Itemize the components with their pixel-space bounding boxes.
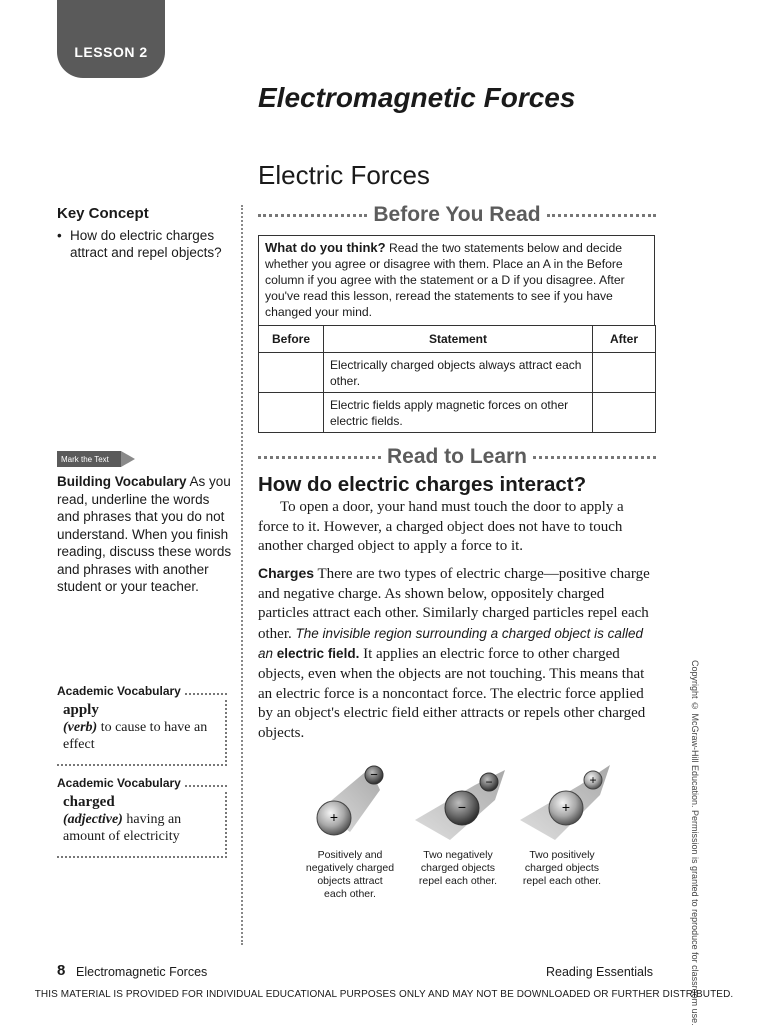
vocab-definition: having an amount of electricity — [63, 812, 182, 844]
vocab-pos: (adjective) — [63, 812, 123, 827]
vocab-pos: (verb) — [63, 720, 98, 735]
prompt-bold: What do you think? — [265, 240, 386, 255]
after-cell[interactable] — [593, 393, 656, 433]
statement-cell: Electrically charged objects always attract each other. — [324, 353, 593, 393]
building-vocab-label: Building Vocabulary — [57, 474, 187, 489]
plus-sign: + — [329, 809, 339, 825]
electric-field-term: electric field. — [276, 646, 360, 662]
page-number: 8 — [57, 962, 66, 979]
positive-repel-pair — [520, 765, 610, 840]
what-do-you-think-box — [258, 235, 655, 325]
pencil-tip-icon — [121, 451, 135, 467]
header-before: Before — [259, 326, 324, 353]
academic-vocab-label: Academic Vocabulary — [57, 776, 181, 790]
footer-chapter-title: Electromagnetic Forces — [76, 965, 208, 979]
page-title: Electromagnetic Forces — [258, 82, 576, 113]
footer-book-title: Reading Essentials — [546, 965, 654, 979]
definition-italic: The invisible region surrounding a charged object is called an — [258, 625, 643, 662]
vocab-definition: to cause to have an effect — [63, 720, 208, 752]
academic-vocab-heading — [57, 684, 227, 698]
read-to-learn-banner — [258, 445, 656, 469]
para2b-text: It applies an electric force to other charged objects, even when the objects are not touching. This means that an electric force is a noncontact force. The electric force applied by an object's electric field either attracts or repels other charged objects. — [258, 646, 646, 741]
banner-dots-left — [258, 456, 381, 459]
before-cell[interactable] — [259, 393, 324, 433]
figure-caption: Two negatively charged objects repel each other. — [418, 849, 498, 887]
intro-paragraph — [258, 498, 656, 557]
plus-sign: + — [561, 799, 571, 815]
banner-label: Read to Learn — [386, 445, 528, 468]
banner-dots-right — [547, 214, 656, 217]
para1-text: To open a door, your hand must touch the door to apply a force to it. However, a charged object does not have to touch another charged object to apply a force to it. — [258, 499, 624, 555]
table-header-row — [259, 326, 656, 353]
attract-pair — [317, 766, 383, 835]
dotted-rule — [185, 693, 227, 695]
before-cell[interactable] — [259, 353, 324, 393]
academic-vocab-label: Academic Vocabulary — [57, 684, 181, 698]
charges-illustration — [300, 760, 630, 850]
anticipation-table — [258, 325, 656, 433]
academic-vocab-heading — [57, 776, 227, 790]
vocab-box-apply — [57, 700, 227, 766]
banner-label: Before You Read — [373, 203, 541, 226]
key-concept-heading: Key Concept — [57, 205, 149, 222]
vocab-word: charged — [63, 794, 115, 810]
after-cell[interactable] — [593, 353, 656, 393]
statement-cell: Electric fields apply magnetic forces on other electric fields. — [324, 393, 593, 433]
prompt-text: Read the two statements below and decide whether you agree or disagree with them. Place an A in the Before column if you agree with the statement or a D if you disagree. After you've read this lesson, reread the statements to see if you have changed your mind. — [265, 241, 625, 319]
dotted-rule — [185, 785, 227, 787]
charges-label: Charges — [258, 565, 315, 581]
copyright-notice: Copyright © McGraw-Hill Education. Permission is granted to reproduce for classroom use. — [690, 660, 700, 1026]
mark-the-text-tag: Mark the Text — [57, 451, 121, 467]
minus-sign: − — [485, 775, 493, 789]
bullet: • — [57, 228, 62, 243]
building-vocab-text: As you read, underline the words and phrases that you do not understand. When you finish reading, discuss these words and phrases with another student or your teacher. — [57, 474, 232, 594]
negative-repel-pair — [415, 770, 505, 840]
para2a-text: There are two types of electric charge—positive charge and negative charge. As shown below, oppositely charged particles attract each other. Similarly charged particles repel each other. — [258, 566, 650, 642]
key-concept-text: How do electric charges attract and repel objects? — [70, 228, 222, 260]
column-divider — [241, 205, 243, 945]
table-row — [259, 353, 656, 393]
section-title: Electric Forces — [258, 160, 430, 190]
banner-dots-left — [258, 214, 367, 217]
table-row — [259, 393, 656, 433]
question-heading: How do electric charges interact? — [258, 473, 587, 496]
before-you-read-banner — [258, 203, 656, 227]
banner-dots-right — [533, 456, 656, 459]
charges-paragraph — [258, 564, 656, 743]
vocab-word: apply — [63, 702, 99, 718]
minus-sign: − — [457, 799, 467, 815]
disclaimer: THIS MATERIAL IS PROVIDED FOR INDIVIDUAL EDUCATIONAL PURPOSES ONLY AND MAY NOT BE DOWNLOADED OR FURTHER DISTRIBUTED. — [34, 989, 734, 1000]
figure-caption: Positively and negatively charged objects attract each other. — [305, 849, 395, 900]
minus-sign: − — [370, 767, 378, 782]
figure-caption: Two positively charged objects repel each other. — [522, 849, 602, 887]
header-statement: Statement — [324, 326, 593, 353]
building-vocabulary — [57, 473, 232, 596]
key-concept-item — [57, 227, 232, 261]
plus-sign: + — [589, 773, 597, 787]
lesson-tab: LESSON 2 — [57, 0, 165, 78]
header-after: After — [593, 326, 656, 353]
vocab-box-charged — [57, 792, 227, 858]
